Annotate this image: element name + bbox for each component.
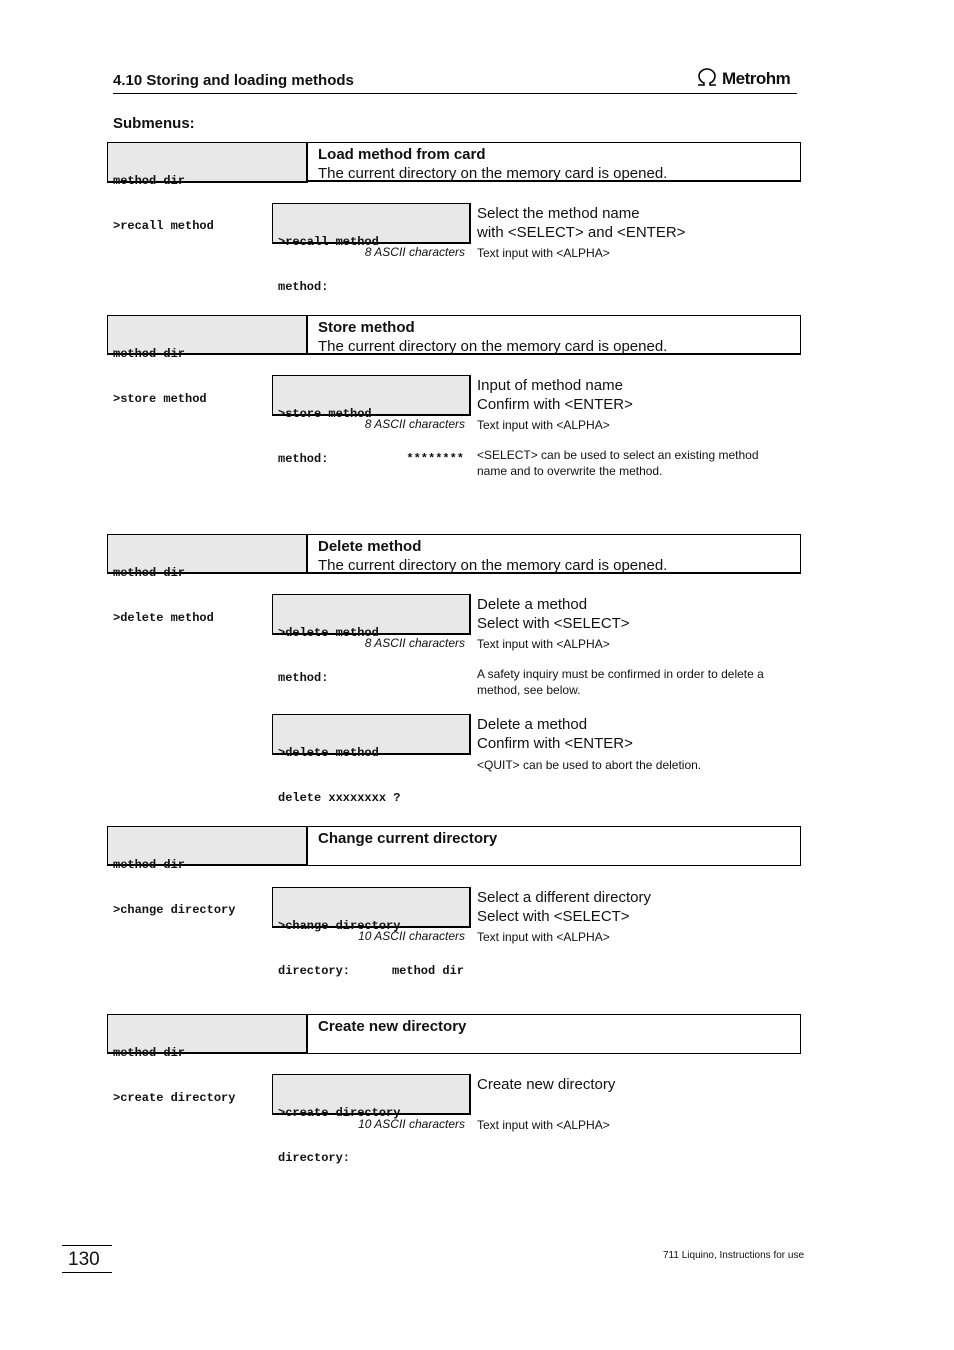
display-line: method: — [278, 671, 329, 685]
desc-title: Delete method — [318, 538, 422, 555]
desc-text: The current directory on the memory card is opened. — [318, 338, 668, 355]
display-value: ******** — [406, 452, 464, 466]
submenus-label: Submenus: — [113, 115, 195, 132]
display-line: directory: — [278, 964, 351, 978]
desc-title: Create new directory — [318, 1018, 467, 1035]
logo-text: Metrohm — [722, 69, 791, 88]
desc-title: Load method from card — [318, 146, 486, 163]
display-line: >store method — [278, 407, 372, 421]
footer-doc-title: 711 Liquino, Instructions for use — [663, 1250, 805, 1261]
note-line: <SELECT> can be used to select an existing method — [477, 448, 759, 462]
display-line: method: — [278, 452, 329, 466]
note-line: A safety inquiry must be confirmed in order to delete a — [477, 667, 764, 681]
menu-display-store — [107, 315, 308, 406]
sub-text-line: with <SELECT> and <ENTER> — [477, 224, 686, 241]
desc-change-directory — [307, 826, 801, 866]
display-line: delete xxxxxxxx ? — [278, 791, 401, 805]
note-line: name and to overwrite the method. — [477, 464, 663, 478]
sub-text — [477, 1075, 615, 1094]
menu-display-recall — [107, 142, 308, 233]
display-line: >create directory — [113, 1091, 236, 1105]
input-note: <QUIT> can be used to abort the deletion. — [477, 758, 702, 772]
input-note: Text input with <ALPHA> — [477, 418, 610, 432]
info-note — [477, 666, 764, 698]
display-line: method: — [278, 280, 329, 294]
sub-text — [477, 204, 685, 242]
desc-title: Store method — [318, 319, 415, 336]
input-note: Text input with <ALPHA> — [477, 1118, 610, 1132]
note-line: method, see below. — [477, 683, 581, 697]
char-limit: 8 ASCII characters — [364, 245, 465, 259]
brand-logo — [696, 68, 796, 90]
display-line: >delete method — [278, 746, 379, 760]
sub-display-delete-confirm — [272, 714, 471, 805]
display-line: >change directory — [113, 903, 236, 917]
char-limit: 10 ASCII characters — [358, 929, 465, 943]
info-note — [477, 447, 759, 479]
display-line: >recall method — [278, 235, 379, 249]
sub-text-line: Create new directory — [477, 1076, 616, 1093]
omega-icon — [696, 67, 718, 92]
sub-text — [477, 715, 633, 753]
sub-text-line: Select with <SELECT> — [477, 908, 630, 925]
section-title: 4.10 Storing and loading methods — [113, 72, 354, 89]
menu-display-change-dir — [107, 826, 308, 917]
sub-text-line: Delete a method — [477, 716, 588, 733]
header-rule — [113, 93, 797, 94]
desc-text: The current directory on the memory card is opened. — [318, 165, 668, 182]
char-limit: 10 ASCII characters — [358, 1117, 465, 1131]
desc-delete-method — [307, 534, 801, 574]
display-line: method dir — [113, 566, 186, 580]
input-note: Text input with <ALPHA> — [477, 637, 610, 651]
display-line: >create directory — [278, 1106, 401, 1120]
display-line: method dir — [113, 174, 186, 188]
sub-text — [477, 888, 651, 926]
page-number: 130 — [62, 1245, 112, 1273]
display-line: method dir — [113, 1046, 186, 1060]
display-line: >change directory — [278, 919, 401, 933]
desc-title: Change current directory — [318, 830, 498, 847]
desc-load-method — [307, 142, 801, 182]
menu-display-delete — [107, 534, 308, 625]
sub-text-line: Input of method name — [477, 377, 623, 394]
input-note: Text input with <ALPHA> — [477, 930, 610, 944]
display-line: >delete method — [113, 611, 214, 625]
sub-text — [477, 376, 633, 414]
char-limit: 8 ASCII characters — [364, 417, 465, 431]
menu-display-create-dir — [107, 1014, 308, 1105]
display-line: directory: — [278, 1151, 351, 1165]
display-line: >store method — [113, 392, 207, 406]
sub-text-line: Select the method name — [477, 205, 640, 222]
sub-text-line: Select with <SELECT> — [477, 615, 630, 632]
desc-store-method — [307, 315, 801, 355]
input-note: Text input with <ALPHA> — [477, 246, 610, 260]
desc-create-directory — [307, 1014, 801, 1054]
sub-text — [477, 595, 630, 633]
display-value: method dir — [391, 964, 464, 978]
sub-text-line: Delete a method — [477, 596, 588, 613]
sub-text-line: Select a different directory — [477, 889, 651, 906]
sub-text-line: Confirm with <ENTER> — [477, 735, 633, 752]
display-line: method dir — [113, 347, 186, 361]
char-limit: 8 ASCII characters — [364, 636, 465, 650]
display-line: >recall method — [113, 219, 214, 233]
desc-text: The current directory on the memory card is opened. — [318, 557, 668, 574]
display-line: method dir — [113, 858, 186, 872]
sub-text-line: Confirm with <ENTER> — [477, 396, 633, 413]
display-line: >delete method — [278, 626, 379, 640]
